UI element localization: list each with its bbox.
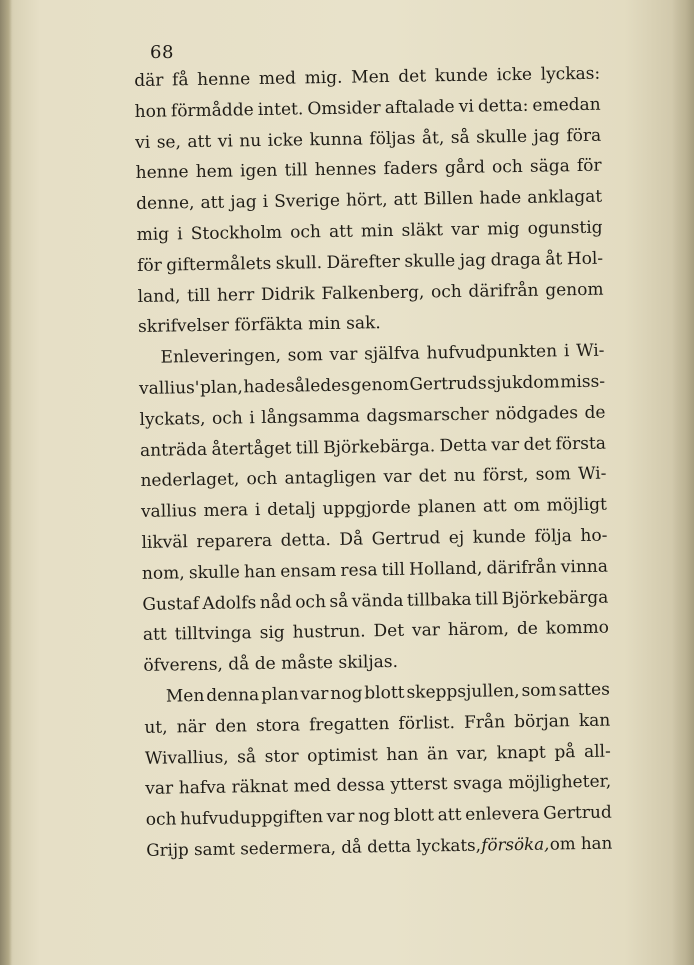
text-line: land, till herr Didrik Falkenberg, och därifrån genom	[137, 279, 604, 307]
text-line: vallius mera i detalj uppgjorde planen att om möjligt	[140, 494, 608, 523]
text-line: hon förmådde intet. Omsider aftalade vi detta: emedan	[134, 94, 601, 122]
text-line: vi se, att vi nu icke kunna följas åt, så skulle jag föra	[135, 125, 602, 153]
text-line: att tilltvinga sig hustrun. Det var härom, de kommo	[142, 617, 610, 646]
page-edge	[672, 0, 694, 965]
text-line: Men denna plan var nog blott skeppsjullen, som sattes	[165, 679, 610, 707]
text-line: och hufvuduppgiften var nog blott att enlevera Gertrud	[145, 802, 612, 831]
text-line: likväl reparera detta. Då Gertrud ej kunde följa ho-	[141, 525, 608, 553]
text-line: henne hem igen till hennes faders gård och säga för	[135, 156, 602, 184]
text-line: för giftermålets skull. Därefter skulle jag draga åt Hol-	[136, 248, 604, 276]
text-run: om han	[549, 833, 613, 854]
text-line: skrifvelser förfäkta min sak.	[137, 313, 381, 338]
text-line: mig i Stockholm och att min släkt var mig ogunstig	[136, 217, 603, 245]
page-number: 68	[150, 42, 174, 63]
text-line-with-emphasis	[146, 829, 612, 867]
text-line: Wivallius, så stor optimist han än var, knapt på all-	[144, 741, 611, 769]
text-line: var hafva räknat med dessa ytterst svaga möjligheter,	[145, 771, 612, 800]
text-line: vallius' plan, hade således genom Gertruds sjukdom miss-	[138, 371, 606, 399]
text-line: ut, när den stora fregatten förlist. Från början kan	[144, 710, 611, 738]
text-line: nom, skulle han ensam resa till Holland, därifrån vinna	[141, 556, 609, 584]
binding-gutter	[0, 0, 12, 965]
emphasized-word: försöka,	[481, 834, 550, 855]
text-line: anträda återtåget till Björkebärga. Detta var det första	[139, 433, 607, 461]
text-line: Enleveringen, som var själfva hufvudpunkten i Wi-	[160, 340, 605, 368]
body-text	[134, 59, 613, 867]
text-line: där få henne med mig. Men det kunde icke lyckas:	[134, 63, 601, 91]
text-line: denne, att jag i Sverige hört, att Billen hade anklagat	[136, 186, 603, 215]
text-line: öfverens, då de måste skiljas.	[143, 652, 399, 677]
text-line: Gustaf Adolfs nåd och så vända tillbaka till Björkebärga	[142, 587, 609, 615]
text-line: lyckats, och i långsamma dagsmarscher nödgades de	[139, 402, 606, 430]
text-run: Grijp samt sedermera, då detta lyckats,	[146, 835, 482, 860]
text-line: nederlaget, och antagligen var det nu först, som Wi-	[140, 463, 607, 492]
